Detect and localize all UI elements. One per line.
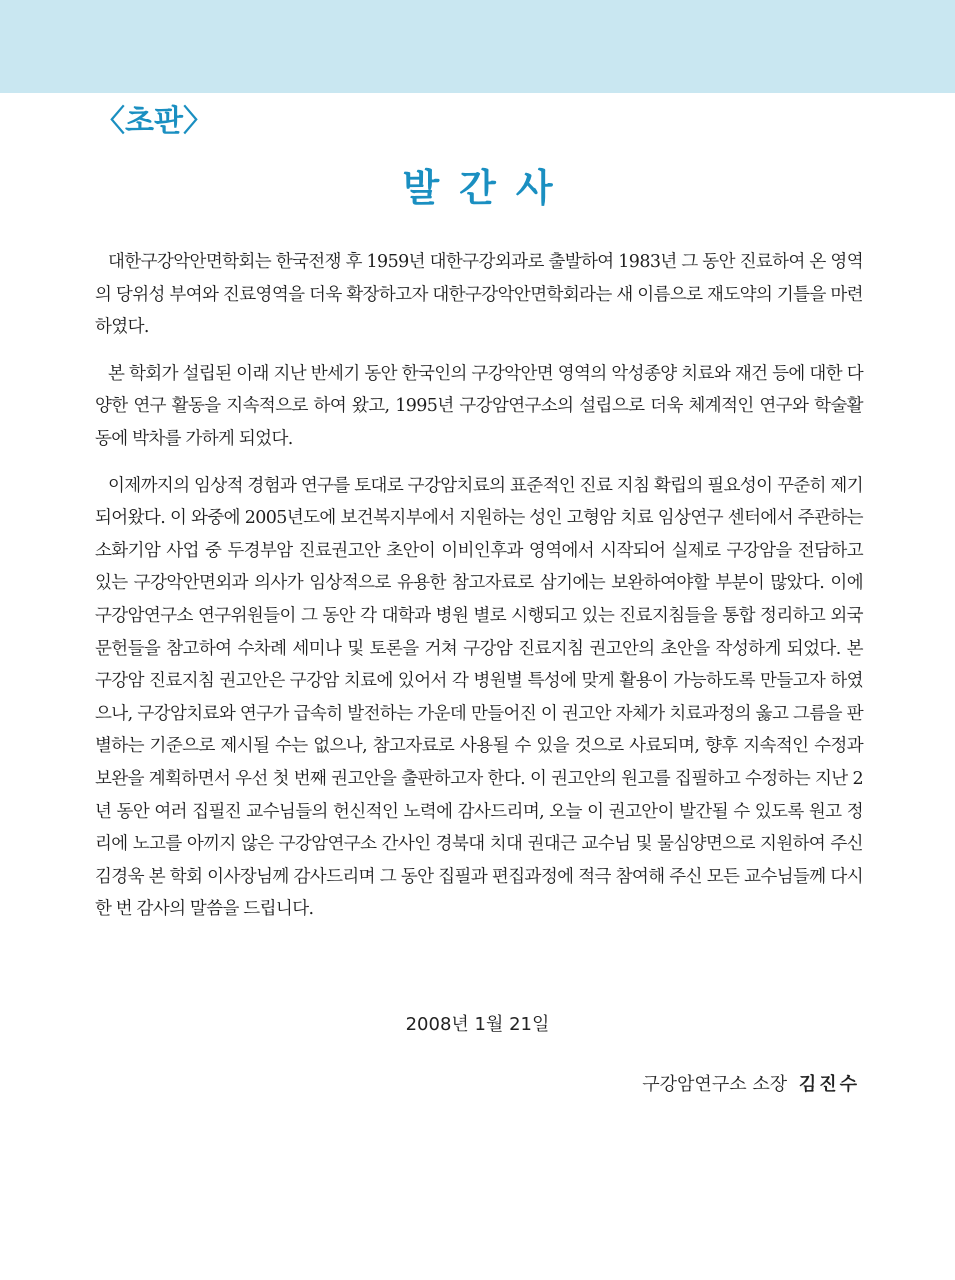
- edition-label: 〈초판〉: [95, 104, 213, 139]
- paragraph-2: 본 학회가 설립된 이래 지난 반세기 동안 한국인의 구강악안면 영역의 악성종양 치료와 재건 등에 대한 다양한 연구 활동을 지속적으로 하여 왔고, 1995년 구강암연구소의 설립으로 더욱 체계적인 연구와 학술활동에 박차를 가하게 되었다.: [95, 363, 863, 449]
- paragraph-3: 이제까지의 임상적 경험과 연구를 토대로 구강암치료의 표준적인 진료 지침 확립의 필요성이 꾸준히 제기되어왔다. 이 와중에 2005년도에 보건복지부에서 지원하는 성인 고형암 치료 임상연구 센터에서 주관하는 소화기암 사업 중 두경부암 진료권고안 초안이 이비인후과 영역에서 시작되어 실제로 구강암을 전담하고 있는 구강악안면외과 의사가 임상적으로 유용한 참고자료로 삼기에는 보완하여야할 부분이 많았다. 이에 구강암연구소 연구위원들이 그 동안 각 대학과 병원 별로 시행되고 있는 진료지침들을 통합 정리하고 외국 문헌들을 참고하여 수차례 세미나 및 토론을 거쳐 구강암 진료지침 권고안의 초안을 작성하게 되었다. 본 구강암 진료지침 권고안은 구강암 치료에 있어서 각 병원별 특성에 맞게 활용이 가능하도록 만들고자 하였으나, 구강암치료와 연구가 급속히 발전하는 가운데 만들어진 이 권고안 자체가 치료과정의 옳고 그름을 판별하는 기준으로 제시될 수는 없으나, 참고자료로 사용될 수 있을 것으로 사료되며, 향후 지속적인 수정과 보완을 계획하면서 우선 첫 번째 권고안을 출판하고자 한다. 이 권고안의 원고를 집필하고 수정하는 지난 2년 동안 여러 집필진 교수님들의 헌신적인 노력에 감사드리며, 오늘 이 권고안이 발간될 수 있도록 원고 정리에 노고를 아끼지 않은 구강암연구소 간사인 경북대 치대 권대근 교수님 및 물심양면으로 지원하여 주신 김경욱 본 학회 이사장님께 감사드리며 그 동안 집필과 편집과정에 적극 참여해 주신 모든 교수님들께 다시 한 번 감사의 말씀을 드립니다.: [95, 475, 863, 920]
- paragraph-1: 대한구강악안면학회는 한국전쟁 후 1959년 대한구강외과로 출발하여 1983년 그 동안 진료하여 온 영역의 당위성 부여와 진료영역을 더욱 확장하고자 대한구강악안면학회라는 새 이름으로 재도약의 기틀을 마련하였다.: [95, 252, 863, 338]
- top-color-band: [0, 0, 955, 93]
- page-title: 발간사: [402, 166, 573, 210]
- signer-title: 구강암연구소 소장: [642, 1074, 788, 1095]
- signer-name: 김진수: [798, 1074, 860, 1095]
- publication-date: 2008년 1월 21일: [405, 1014, 550, 1035]
- signature-block: [642, 1070, 860, 1096]
- preface-body: [95, 246, 863, 940]
